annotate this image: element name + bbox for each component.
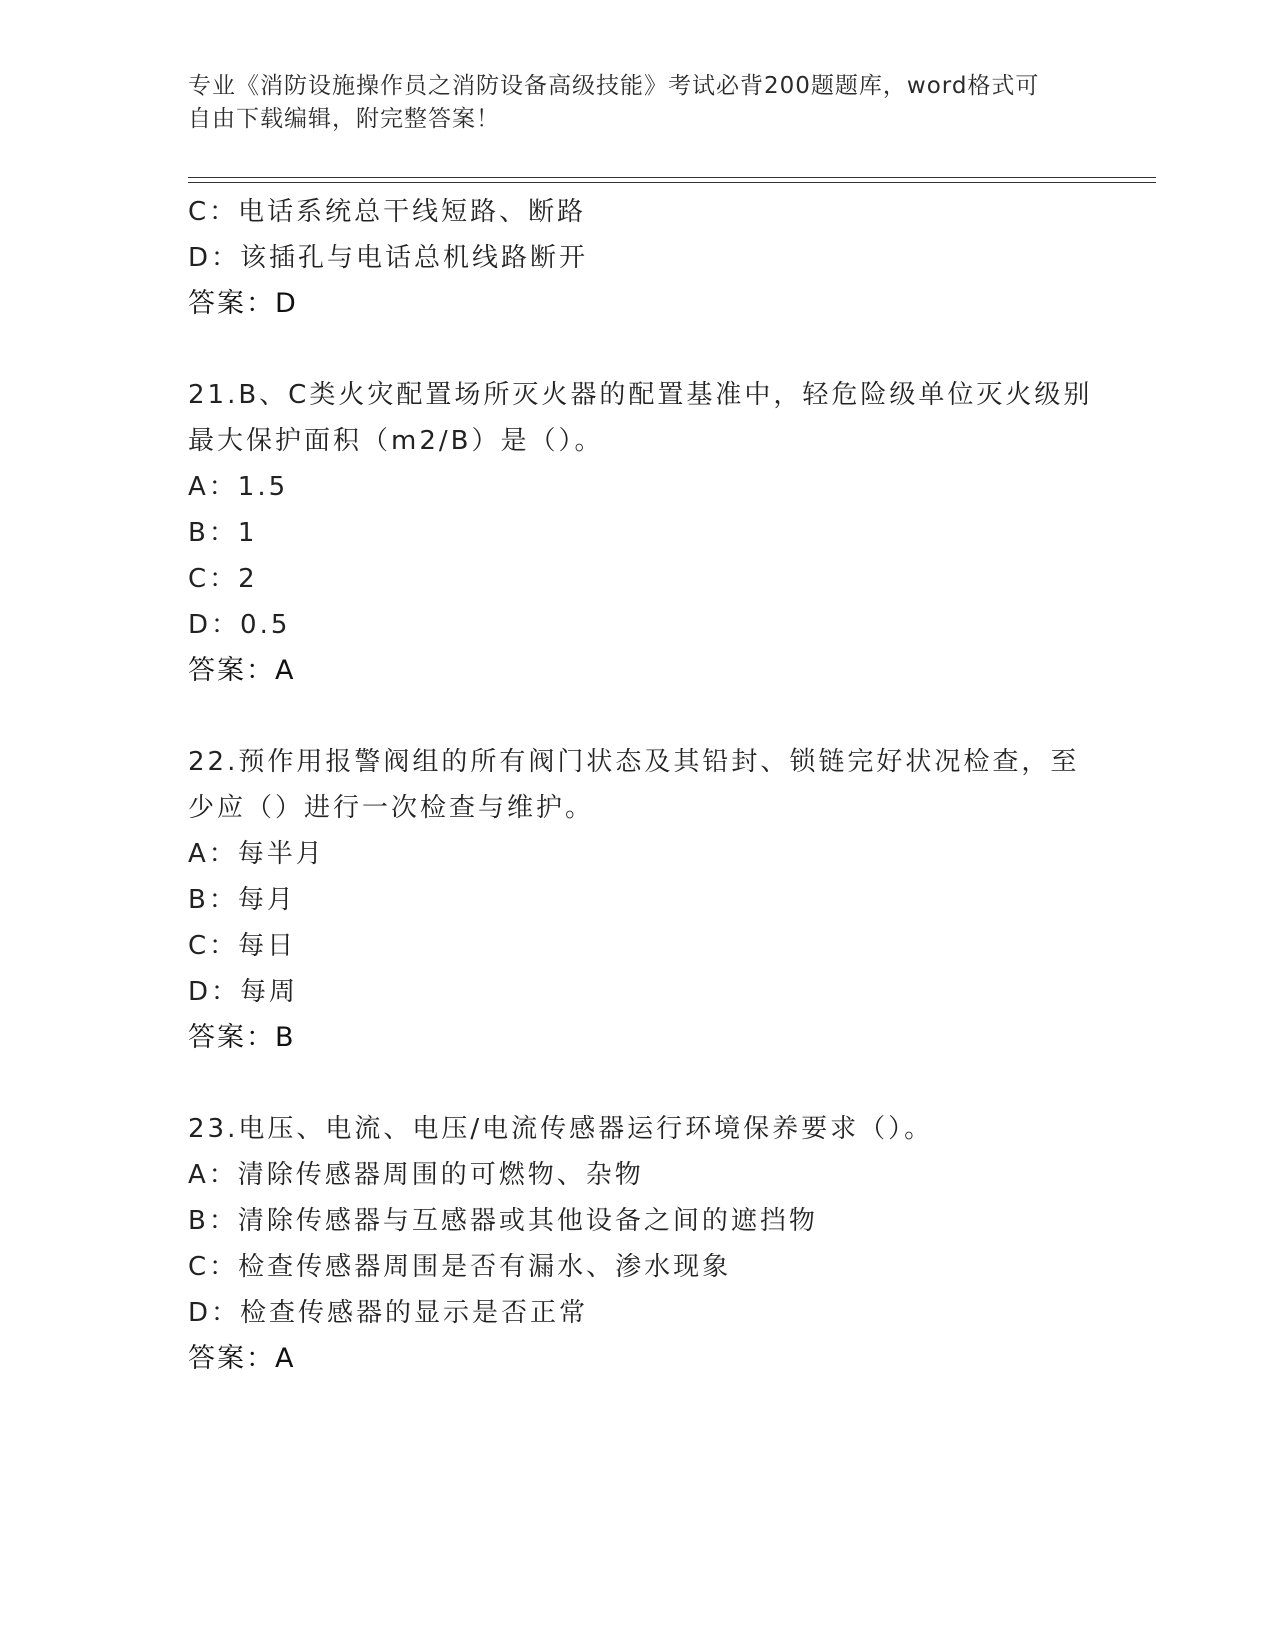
answer-line: 答案：D (188, 288, 298, 319)
answer-line: 答案：B (188, 1022, 296, 1053)
block-spacer (188, 327, 1088, 372)
block-spacer (188, 694, 1088, 739)
option-a: A：每半月 (188, 839, 325, 869)
option-a: A：清除传感器周围的可燃物、杂物 (188, 1160, 644, 1190)
question-block (188, 739, 1088, 1061)
option-d: D：每周 (188, 977, 299, 1007)
question-list (188, 189, 1093, 1382)
option-c: C：2 (188, 564, 258, 594)
answer-line: 答案：A (188, 655, 296, 686)
option-b: B：每月 (188, 885, 296, 915)
option-c: C：检查传感器周围是否有漏水、渗水现象 (188, 1252, 732, 1282)
question-text-line: 23.电压、电流、电压/电流传感器运行环境保养要求（）。 (188, 1114, 934, 1144)
question-text-line: 21.B、C类火灾配置场所灭火器的配置基准中，轻危险级单位灭火级别 (188, 380, 1093, 410)
header-line-2: 自由下载编辑，附完整答案！ (188, 106, 500, 132)
document-header (188, 70, 1068, 136)
option-d: D：该插孔与电话总机线路断开 (188, 243, 589, 273)
question-block (188, 189, 1088, 327)
header-divider-bottom (188, 182, 1156, 183)
option-a: A：1.5 (188, 472, 289, 502)
option-c: C：每日 (188, 931, 297, 961)
question-text-line: 22.预作用报警阀组的所有阀门状态及其铅封、锁链完好状况检查，至 (188, 747, 1080, 777)
option-d: D：0.5 (188, 610, 291, 640)
header-line-1: 专业《消防设施操作员之消防设备高级技能》考试必背200题题库，word格式可 (188, 73, 1040, 99)
question-block (188, 1106, 1088, 1382)
question-text-line: 最大保护面积（m2/B）是（）。 (188, 426, 604, 456)
answer-line: 答案：A (188, 1343, 296, 1374)
option-b: B：清除传感器与互感器或其他设备之间的遮挡物 (188, 1206, 818, 1236)
question-block (188, 372, 1093, 694)
block-spacer (188, 1061, 1088, 1106)
header-divider-top (188, 177, 1156, 178)
option-b: B：1 (188, 518, 258, 548)
option-d: D：检查传感器的显示是否正常 (188, 1298, 589, 1328)
question-text-line: 少应（）进行一次检查与维护。 (188, 793, 595, 823)
option-c: C：电话系统总干线短路、断路 (188, 197, 587, 227)
